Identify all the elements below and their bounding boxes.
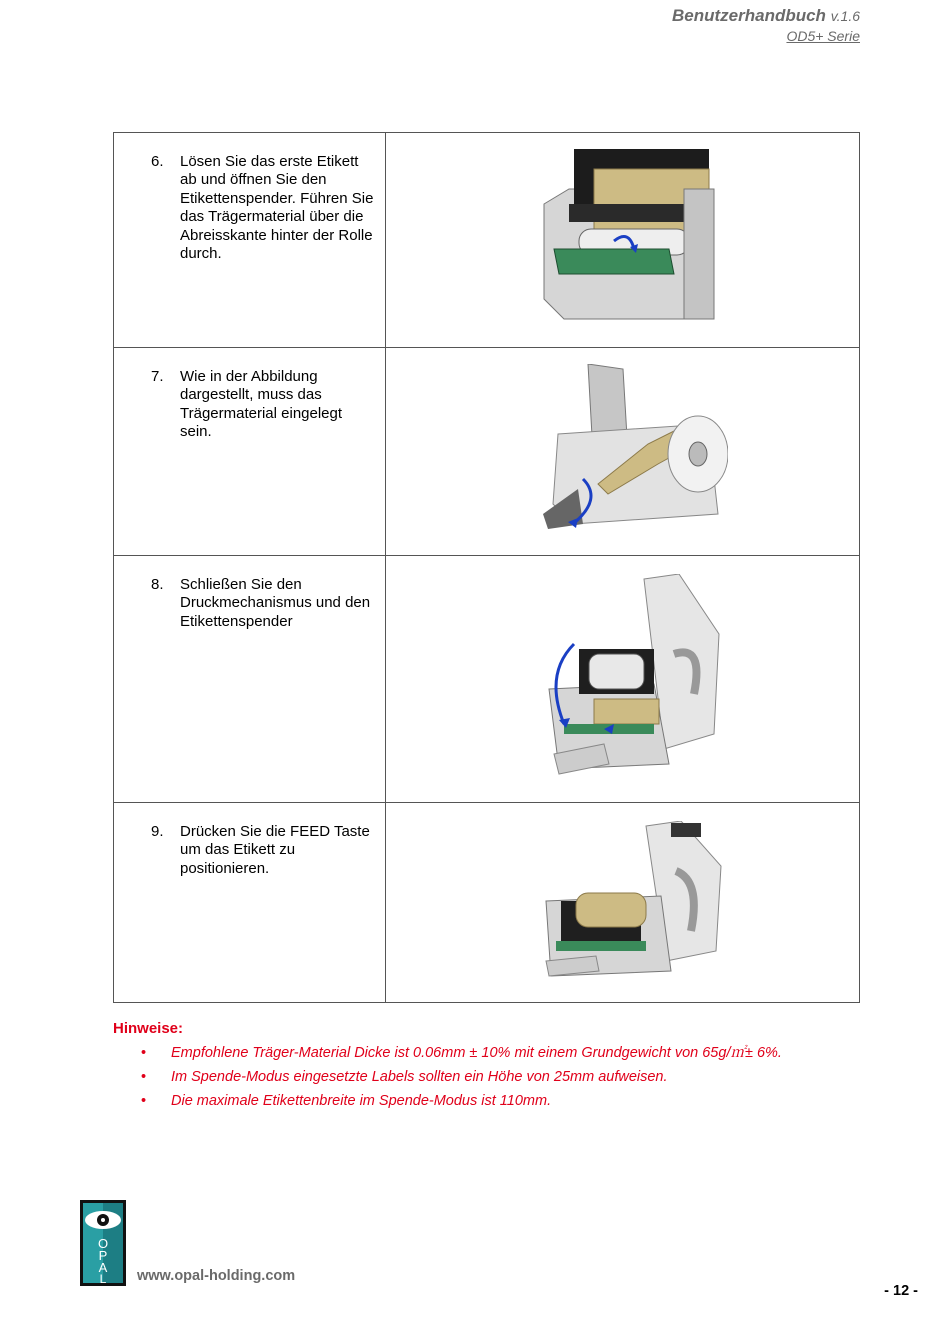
step-illustration-cell	[386, 803, 860, 1003]
document-title-text: Benutzerhandbuch	[672, 6, 826, 25]
bullet-icon: •	[141, 1093, 147, 1109]
step-text: Wie in der Abbildung dargestellt, muss das Trägermaterial eingelegt sein.	[180, 368, 343, 441]
step-illustration-cell	[386, 348, 860, 556]
steps-table	[113, 132, 860, 1003]
step-row-6	[114, 133, 860, 348]
notes-section	[113, 1020, 843, 1115]
notes-title: Hinweise:	[113, 1020, 184, 1037]
bullet-icon: •	[141, 1069, 147, 1085]
note-text: Die maximale Etikettenbreite im Spende-Modus ist 110mm.	[171, 1093, 552, 1109]
document-title	[672, 6, 860, 26]
note-item	[113, 1043, 843, 1063]
printer-dispenser-threaded-illustration	[538, 364, 728, 534]
step-text: Schließen Sie den Druckmechanismus und den Etikettenspender	[180, 576, 371, 630]
printer-closing-mechanism-illustration	[544, 574, 734, 779]
footer-website: www.opal-holding.com	[137, 1268, 296, 1284]
svg-text:P: P	[98, 1248, 108, 1263]
bullet-icon: •	[141, 1045, 147, 1061]
step-row-7	[114, 348, 860, 556]
step-illustration-cell	[386, 556, 860, 803]
step-number: 9.	[151, 823, 164, 840]
step-number: 7.	[151, 368, 164, 385]
svg-text:L: L	[99, 1272, 107, 1286]
step-number: 6.	[151, 153, 164, 170]
step-text-cell	[114, 556, 386, 803]
page-number: - 12 -	[884, 1283, 918, 1299]
step-number: 8.	[151, 576, 164, 593]
note-item	[113, 1091, 843, 1111]
note-text: Im Spende-Modus eingesetzte Labels sollten ein Höhe von 25mm aufweisen.	[171, 1069, 668, 1085]
step-row-9	[114, 803, 860, 1003]
printer-open-dispenser-illustration	[534, 149, 724, 329]
document-series: OD5+ Serie	[786, 28, 860, 44]
printer-feed-illustration	[541, 821, 726, 981]
note-item	[113, 1067, 843, 1087]
step-text: Lösen Sie das erste Etikett ab und öffnen Sie den Etikettenspender. Führen Sie das Trägermaterial über die Abreisskante hinter der Rolle durch.	[180, 153, 374, 263]
svg-text:A: A	[98, 1260, 108, 1275]
step-text-cell	[114, 803, 386, 1003]
step-text-cell	[114, 348, 386, 556]
note-text: Empfohlene Träger-Material Dicke ist 0.06mm ± 10% mit einem Grundgewicht von 65g/㎡± 6%.	[171, 1045, 782, 1061]
step-illustration-cell	[386, 133, 860, 348]
step-text-cell	[114, 133, 386, 348]
step-row-8	[114, 556, 860, 803]
document-version: v.1.6	[830, 8, 860, 24]
opal-logo	[80, 1200, 126, 1286]
svg-text:O: O	[97, 1236, 109, 1251]
step-text: Drücken Sie die FEED Taste um das Etikett zu positionieren.	[180, 823, 370, 877]
